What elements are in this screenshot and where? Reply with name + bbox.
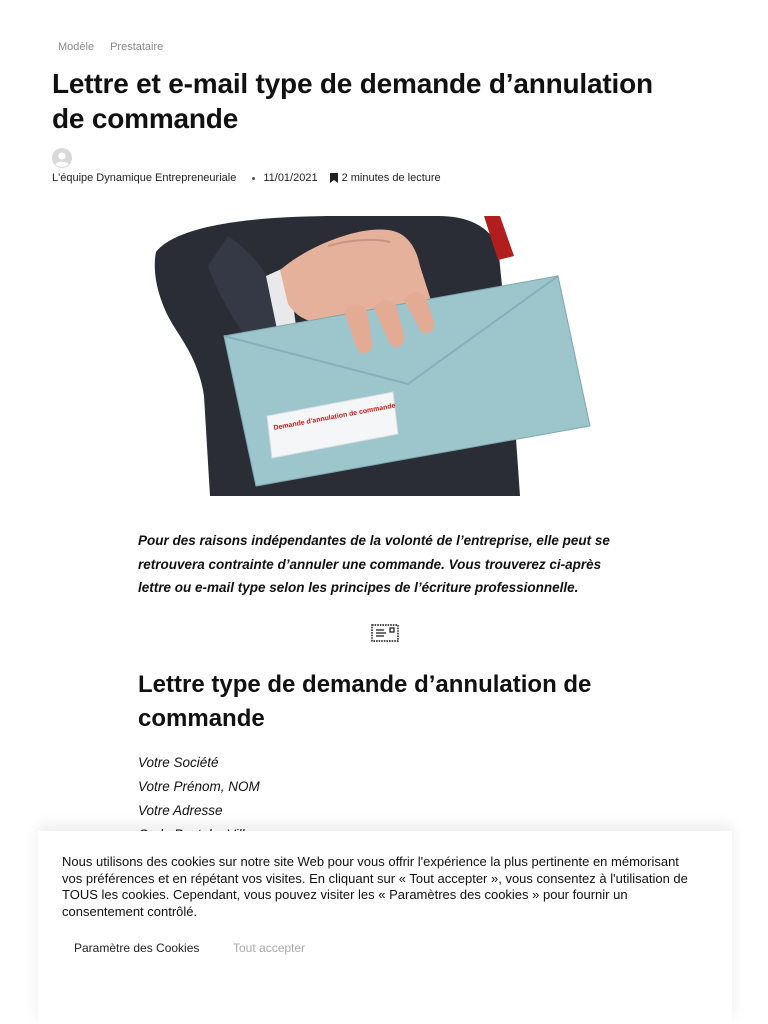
cookie-consent-text: Nous utilisons des cookies sur notre site Web pour vous offrir l'expérience la plus pertinente en mémorisant vos préférences et en répétant vos visites. En cliquant sur « Tout accepter », vous consentez à l'utilisation de TOUS les cookies. Cependant, vous pouvez visiter les « Paramètres des cookies » pour fournir un consentement contrôlé.	[62, 854, 688, 919]
article-intro: Pour des raisons indépendantes de la volonté de l’entreprise, elle peut se retrouvera contrainte d’annuler une commande. Vous trouverez ci-après lettre ou e-mail type selon les principes de l’écriture professionnelle.	[138, 533, 610, 595]
page-title: Lettre et e-mail type de demande d’annulation de commande	[52, 68, 653, 134]
section-title: Lettre type de demande d’annulation de commande	[138, 671, 592, 732]
accept-all-button[interactable]: Tout accepter	[221, 935, 317, 961]
separator-dot	[252, 177, 255, 180]
envelope-label: Demande d'annulation de commande	[273, 402, 397, 432]
cookie-consent-banner	[38, 831, 732, 1024]
breadcrumb-item-prestataire[interactable]: Prestataire	[110, 41, 164, 53]
envelope-hand-illustration	[138, 216, 630, 496]
reading-time: 2 minutes de lecture	[341, 172, 441, 184]
bookmark-icon	[330, 173, 338, 183]
user-avatar-icon[interactable]	[52, 148, 72, 168]
breadcrumb	[58, 41, 163, 53]
envelope-icon	[371, 624, 399, 642]
publish-date: 11/01/2021	[263, 172, 318, 184]
address-line: Votre Société	[138, 755, 219, 770]
author-name[interactable]: L'équipe Dynamique Entrepreneuriale	[52, 172, 237, 184]
hero-image	[138, 216, 630, 496]
breadcrumb-item-modele[interactable]: Modèle	[58, 41, 95, 53]
cookie-settings-button[interactable]: Paramètre des Cookies	[62, 935, 211, 961]
article-meta	[52, 172, 441, 184]
address-line: Votre Adresse	[138, 803, 223, 818]
address-line: Votre Prénom, NOM	[138, 779, 260, 794]
